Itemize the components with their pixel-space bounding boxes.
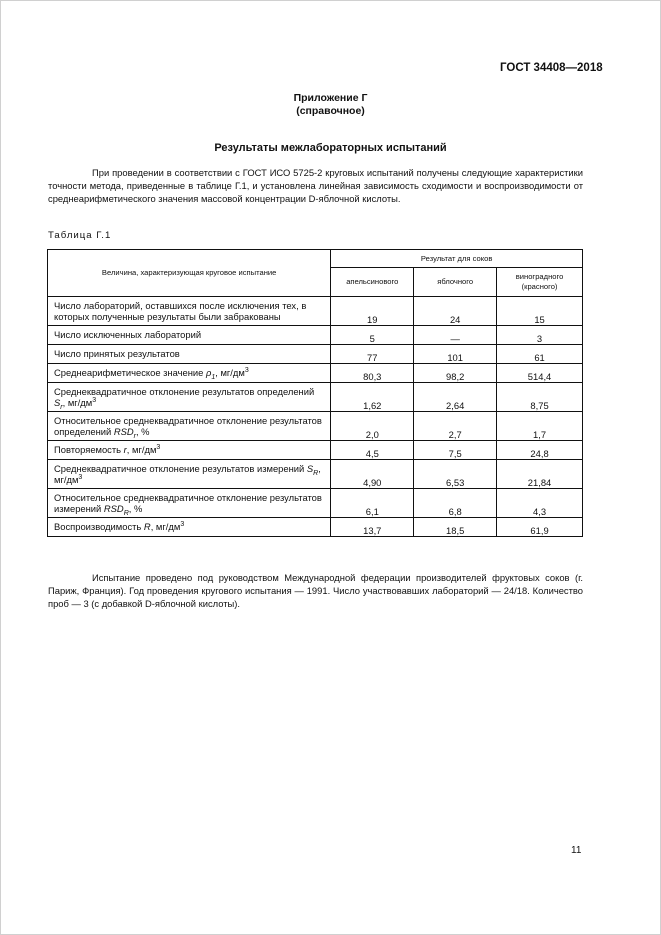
parameter-unit: , %: [135, 426, 150, 437]
value-cell: 21,84: [497, 460, 583, 489]
value-cell: 4,90: [331, 460, 414, 489]
value-cell: 8,75: [497, 383, 583, 412]
unit-superscript: 3: [156, 444, 161, 452]
value-cell: 4,3: [497, 489, 583, 518]
value-cell: 2,7: [414, 412, 497, 441]
symbol-subscript: R: [313, 469, 319, 477]
parameter-unit: , мг/дм: [62, 397, 93, 408]
value-cell: 61,9: [497, 518, 583, 537]
intro-paragraph: При проведении в соответствии с ГОСТ ИСО 5725-2 круговых испытаний получены следующие характеристики точности метода, приведенные в таблице Г.1, и установлена линейная зависимость сходимости и воспроизводимости от среднеарифметического значения массовой концентрации D-яблочной кислоты.: [48, 167, 583, 205]
parameter-label: Среднеквадратичное отклонение результатов определений: [54, 385, 315, 397]
table-row: [48, 345, 583, 364]
parameter-cell: [48, 518, 331, 537]
value-cell: 4,5: [331, 441, 414, 460]
parameter-label: Повторяемость: [54, 444, 124, 456]
value-cell: 6,8: [414, 489, 497, 518]
page-number: 11: [571, 845, 582, 856]
value-cell: 3: [497, 326, 583, 345]
parameter-label: Среднеарифметическое значение: [54, 367, 206, 379]
parameter-cell: [48, 383, 331, 412]
unit-superscript: 3: [92, 396, 97, 404]
parameter-symbol: r: [123, 444, 127, 456]
parameter-label: Число исключенных лабораторий: [54, 329, 202, 341]
parameter-cell: [48, 326, 331, 345]
unit-superscript: 3: [78, 473, 83, 481]
parameter-cell: [48, 364, 331, 383]
parameter-cell: [48, 412, 331, 441]
column-header-orange: апельсинового: [331, 268, 414, 297]
column-header-grape: виноградного (красного): [497, 268, 583, 297]
standard-number: ГОСТ 34408—2018: [500, 62, 603, 74]
footnote-paragraph: Испытание проведено под руководством Международной федерации производителей фруктовых соков (г. Париж, Франция). Год проведения кругового испытания — 1991. Число участвовавших лабораторий — 24/18. Количество проб — 3 (с добавкой D-яблочной кислоты).: [48, 572, 583, 610]
table-body: [48, 297, 583, 537]
value-cell: 1,62: [331, 383, 414, 412]
parameter-symbol: RSD: [113, 426, 134, 437]
symbol-subscript: r: [133, 432, 136, 440]
value-cell: 6,1: [331, 489, 414, 518]
annex-heading: [0, 92, 661, 118]
value-cell: 2,0: [331, 412, 414, 441]
column-group-header: Результат для соков: [331, 250, 583, 268]
parameter-symbol: S: [54, 397, 61, 408]
unit-superscript: 3: [180, 521, 185, 529]
value-cell: 18,5: [414, 518, 497, 537]
value-cell: 61: [497, 345, 583, 364]
parameter-symbol: R: [143, 521, 151, 533]
parameter-cell: [48, 345, 331, 364]
parameter-cell: [48, 489, 331, 518]
parameter-unit: , мг/дм: [126, 444, 157, 456]
value-cell: 514,4: [497, 364, 583, 383]
table-row: [48, 412, 583, 441]
unit-superscript: 3: [244, 367, 249, 375]
parameter-unit: , мг/дм: [150, 521, 181, 533]
parameter-unit: , %: [128, 503, 143, 514]
parameter-label: Относительное среднеквадратичное отклонение результатов определений: [54, 414, 322, 437]
value-cell: 15: [497, 297, 583, 326]
column-header-apple: яблочного: [414, 268, 497, 297]
parameter-cell: [48, 297, 331, 326]
value-cell: —: [414, 326, 497, 345]
parameter-symbol: S: [306, 462, 314, 474]
parameter-unit: , мг/дм: [215, 367, 245, 379]
parameter-cell: [48, 441, 331, 460]
value-cell: 5: [331, 326, 414, 345]
table-row: [48, 441, 583, 460]
value-cell: 6,53: [414, 460, 497, 489]
table-row: [48, 297, 583, 326]
value-cell: 7,5: [414, 441, 497, 460]
value-cell: 1,7: [497, 412, 583, 441]
table-row: [48, 383, 583, 412]
parameter-unit: , мг/дм: [54, 462, 321, 485]
table-label: Таблица Г.1: [48, 230, 112, 241]
table-row: [48, 364, 583, 383]
symbol-subscript: r: [60, 403, 63, 411]
annex-title: Приложение Г: [293, 92, 368, 104]
table-row: [48, 326, 583, 345]
value-cell: 24: [414, 297, 497, 326]
parameter-label: Воспроизводимость: [54, 521, 144, 533]
parameter-label: Число принятых результатов: [54, 348, 180, 360]
value-cell: 101: [414, 345, 497, 364]
column-header-parameter: Величина, характеризующая круговое испытание: [48, 250, 331, 297]
results-table: [47, 249, 583, 537]
symbol-subscript: 1: [211, 374, 216, 382]
parameter-label: Число лабораторий, оставшихся после исключения тех, в которых полученные результаты были забракованы: [54, 299, 307, 322]
value-cell: 80,3: [331, 364, 414, 383]
value-cell: 98,2: [414, 364, 497, 383]
parameter-label: Среднеквадратичное отклонение результатов измерений: [54, 462, 307, 474]
value-cell: 13,7: [331, 518, 414, 537]
value-cell: 19: [331, 297, 414, 326]
value-cell: 24,8: [497, 441, 583, 460]
parameter-label: Относительное среднеквадратичное отклонение результатов измерений: [54, 491, 322, 514]
parameter-symbol: ρ: [205, 367, 212, 379]
value-cell: 77: [331, 345, 414, 364]
table-row: [48, 518, 583, 537]
table-row: [48, 460, 583, 489]
annex-type: (справочное): [296, 105, 365, 117]
parameter-symbol: RSD: [103, 503, 124, 514]
symbol-subscript: R: [123, 509, 129, 517]
table-row: [48, 489, 583, 518]
parameter-cell: [48, 460, 331, 489]
section-title: Результаты межлабораторных испытаний: [214, 142, 447, 154]
value-cell: 2,64: [414, 383, 497, 412]
